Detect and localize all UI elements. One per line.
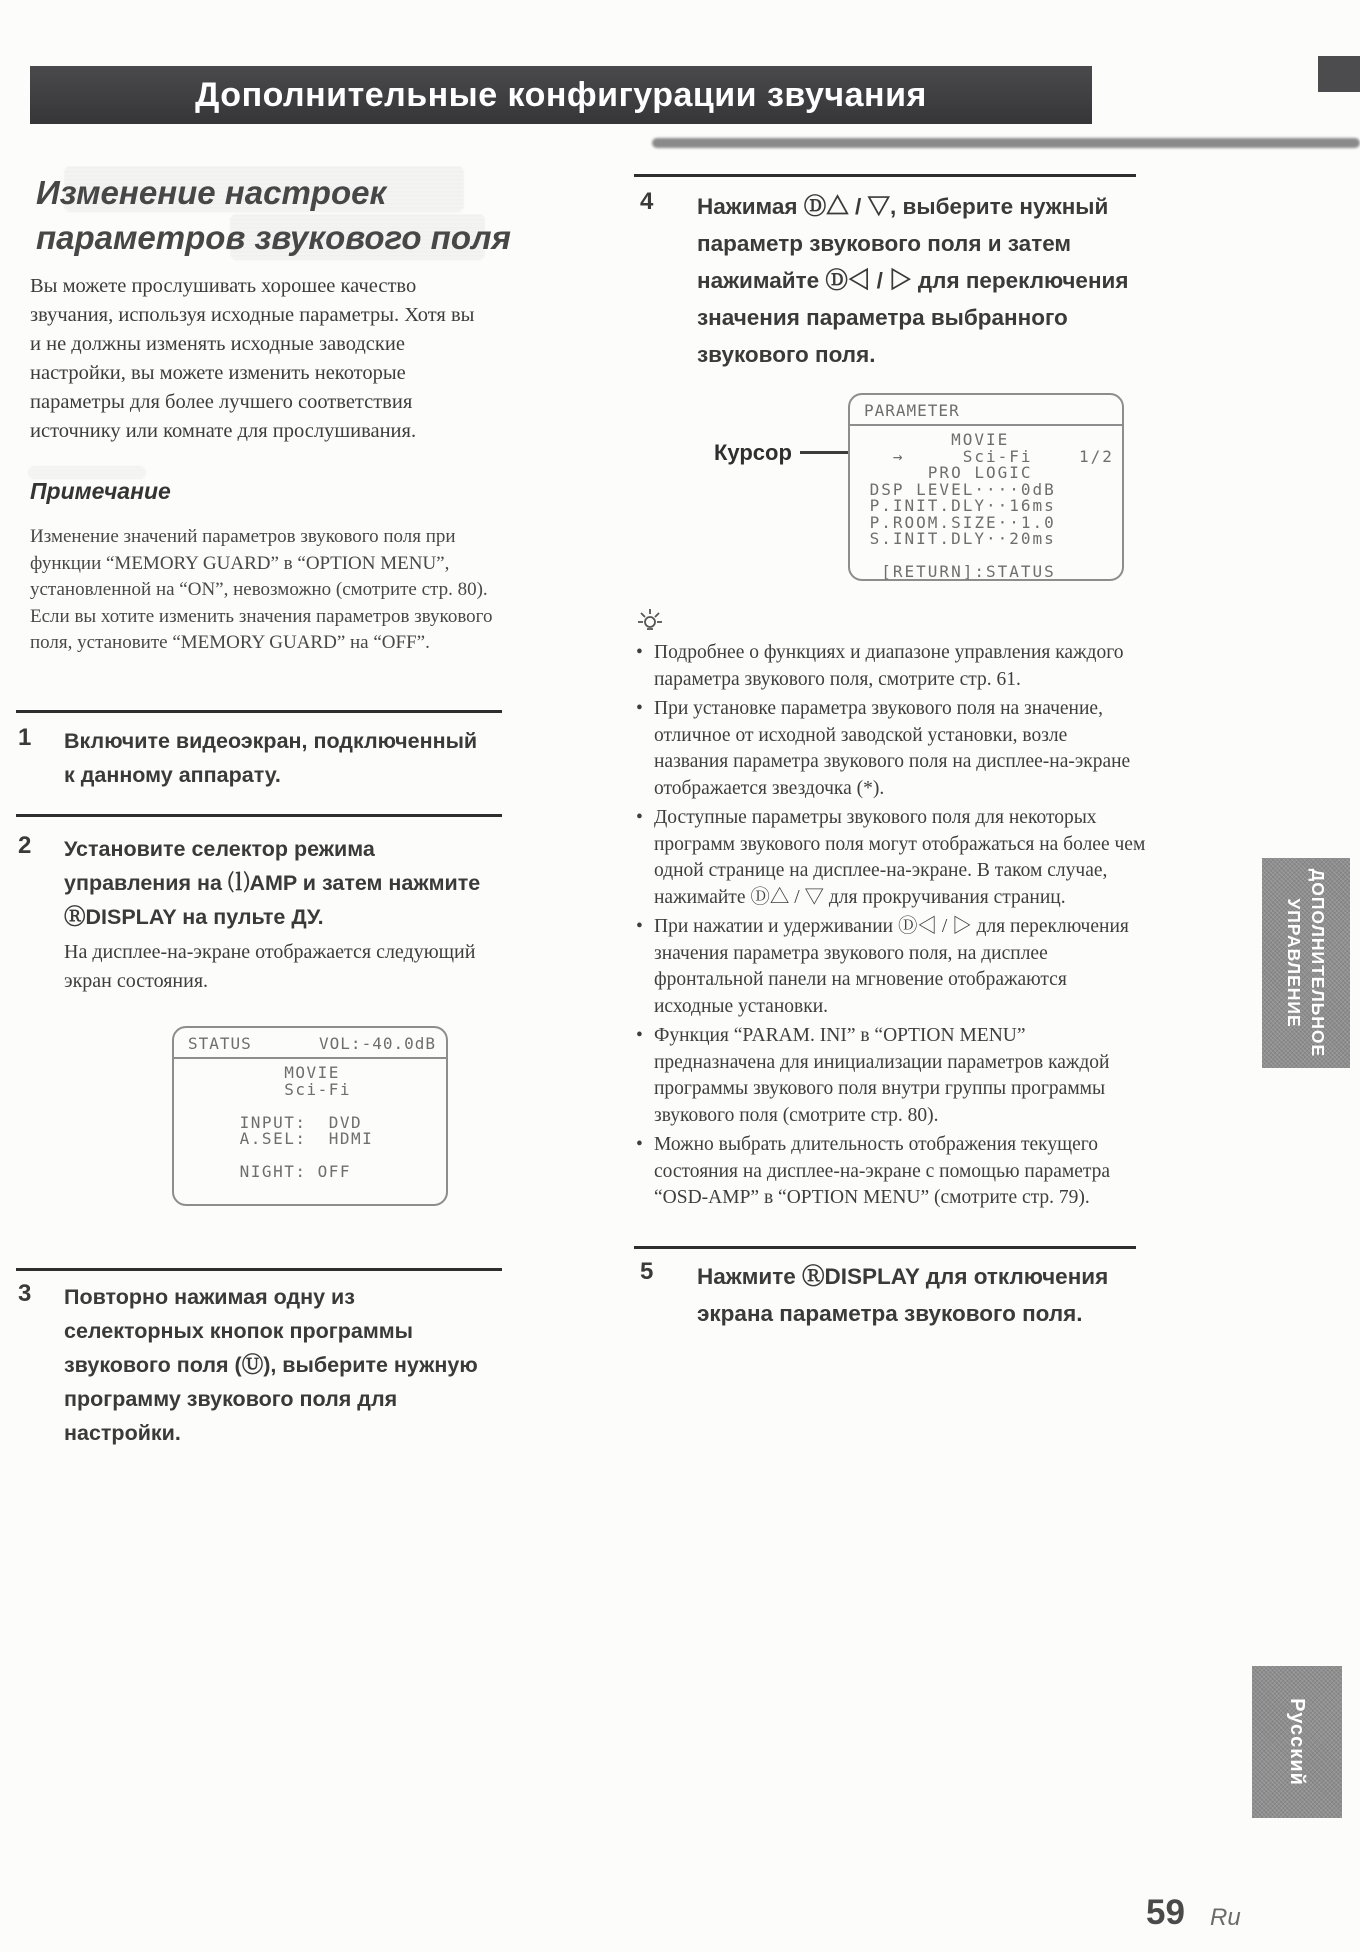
osd-cursor-line: → Sci-Fi 1/2	[858, 446, 1114, 466]
section-heading-line2: параметров звукового поля	[36, 219, 511, 256]
parameter-screen	[848, 393, 1124, 581]
tip-item: • При нажатии и удерживании Ⓓ◁ / ▷ для переключения значения параметра звукового поля, на дисплее фронтальной панели на мгновение отображаются исходные установки.	[634, 914, 1146, 1020]
parameter-screen-body	[850, 426, 1122, 581]
tip-item: • Функция “PARAM. INI” в “OPTION MENU” предназначена для инициализации параметров каждой программы звукового поля внутри группы программы звукового поля (смотрите стр. 80).	[634, 1023, 1146, 1129]
step-divider	[16, 814, 502, 817]
language-tab	[1252, 1666, 1342, 1818]
step4-instruction: Нажимая Ⓓ△ / ▽, выберите нужный параметр звукового поля и затем нажимайте Ⓓ◁ / ▷ для переключения значения параметра выбранного звукового поля.	[697, 194, 1129, 367]
osd-line: MOVIE	[184, 1063, 340, 1082]
osd-line: NIGHT: OFF	[184, 1162, 351, 1181]
scan-corner-mark	[1318, 56, 1360, 92]
tip-item: • Доступные параметры звукового поля для некоторых программ звукового поля могут отображаться на более чем одной странице на дисплее-на-экране. В таком случае, нажимайте Ⓓ△ / ▽ для прокручивания страниц.	[634, 805, 1146, 911]
osd-line: Sci-Fi	[184, 1079, 351, 1099]
step2-detail: На дисплее-на-экране отображается следующий экран состояния.	[64, 941, 476, 992]
parameter-screen-title: PARAMETER	[864, 401, 960, 420]
step5-number: 5	[640, 1258, 654, 1285]
status-screen-title: STATUS	[188, 1034, 252, 1053]
cursor-callout-line	[800, 451, 848, 454]
step3-number: 3	[18, 1280, 32, 1307]
osd-line: DSP LEVEL····0dB	[858, 479, 1056, 499]
status-screen-body	[174, 1059, 446, 1181]
section-heading-line1: Изменение настроек	[36, 174, 387, 211]
step-divider	[16, 1268, 502, 1271]
step2-number: 2	[18, 832, 32, 859]
parameter-screen-header	[850, 395, 1122, 426]
step-divider	[16, 710, 502, 713]
page-title-bar	[30, 66, 1092, 124]
section-tab-text	[1262, 858, 1350, 1068]
section-tab	[1262, 858, 1350, 1068]
osd-line: A.SEL: HDMI	[184, 1129, 374, 1148]
scan-streak	[652, 138, 1360, 148]
status-screen	[172, 1026, 448, 1206]
note-heading: Примечание	[30, 478, 171, 504]
step4-number: 4	[640, 188, 654, 215]
tip-item: • Подробнее о функциях и диапазоне управления каждого параметра звукового поля, смотрите стр. 61.	[634, 640, 1146, 693]
page-number: 59	[1146, 1893, 1185, 1932]
osd-line: PRO LOGIC	[858, 463, 1033, 482]
osd-line: MOVIE	[858, 430, 1010, 449]
osd-line: [RETURN]:STATUS	[858, 562, 1056, 581]
step-divider	[634, 1246, 1136, 1249]
language-tab-text: Русский	[1286, 1698, 1309, 1786]
step3-instruction: Повторно нажимая одну из селекторных кнопок программы звукового поля (Ⓤ), выберите нужную программу звукового поля для настройки.	[64, 1285, 478, 1445]
step1-number: 1	[18, 724, 32, 751]
section-heading	[36, 170, 511, 260]
osd-line: P.INIT.DLY··16ms	[858, 496, 1056, 515]
osd-line: P.ROOM.SIZE··1.0	[858, 512, 1056, 532]
step-divider	[634, 174, 1136, 177]
step5-instruction: Нажмите ⓇDISPLAY для отключения экрана параметра звукового поля.	[697, 1264, 1109, 1326]
page-title: Дополнительные конфигурации звучания	[195, 75, 927, 114]
cursor-callout-label: Курсор	[714, 440, 792, 465]
status-screen-header	[174, 1028, 446, 1059]
tip-item: • Можно выбрать длительность отображения текущего состояния на дисплее-на-экране с помощью параметра “OSD-AMP” в “OPTION MENU” (смотрите стр. 79).	[634, 1132, 1146, 1212]
status-screen-volume: VOL:-40.0dB	[319, 1034, 436, 1053]
osd-line: INPUT: DVD	[184, 1112, 363, 1132]
step2-instruction: Установите селектор режима управления на ⒧AMP и затем нажмите ⓇDISPLAY на пульте ДУ.	[64, 837, 481, 929]
page-language-label: Ru	[1210, 1904, 1241, 1931]
tips-list	[634, 640, 1146, 1215]
tip-item: • При установке параметра звукового поля на значение, отличное от исходной заводской установки, возле названия параметра звукового поля на дисплее-на-экране отображается звездочка (*).	[634, 696, 1146, 802]
step1-instruction: Включите видеоэкран, подключенный к данному аппарату.	[64, 729, 478, 787]
tip-bulb-icon	[636, 606, 664, 634]
section-tab-line2: УПРАВЛЕНИЕ	[1284, 898, 1305, 1028]
intro-paragraph: Вы можете прослушивать хорошее качество звучания, используя исходные параметры. Хотя вы и не должны изменять исходные заводские настройки, вы можете изменить некоторые параметры для более лучшего соответствия источнику или комнате для прослушивания.	[30, 275, 475, 442]
section-tab-line1: ДОПОЛНИТЕЛЬНОЕ	[1308, 868, 1329, 1058]
osd-line: S.INIT.DLY··20ms	[858, 529, 1056, 548]
note-text: Изменение значений параметров звукового поля при функции “MEMORY GUARD” в “OPTION MENU”, установленной на “ON”, невозможно (смотрите стр. 80). Если вы хотите изменить значения параметров звукового поля, установите “MEMORY GUARD” на “OFF”.	[30, 526, 493, 653]
